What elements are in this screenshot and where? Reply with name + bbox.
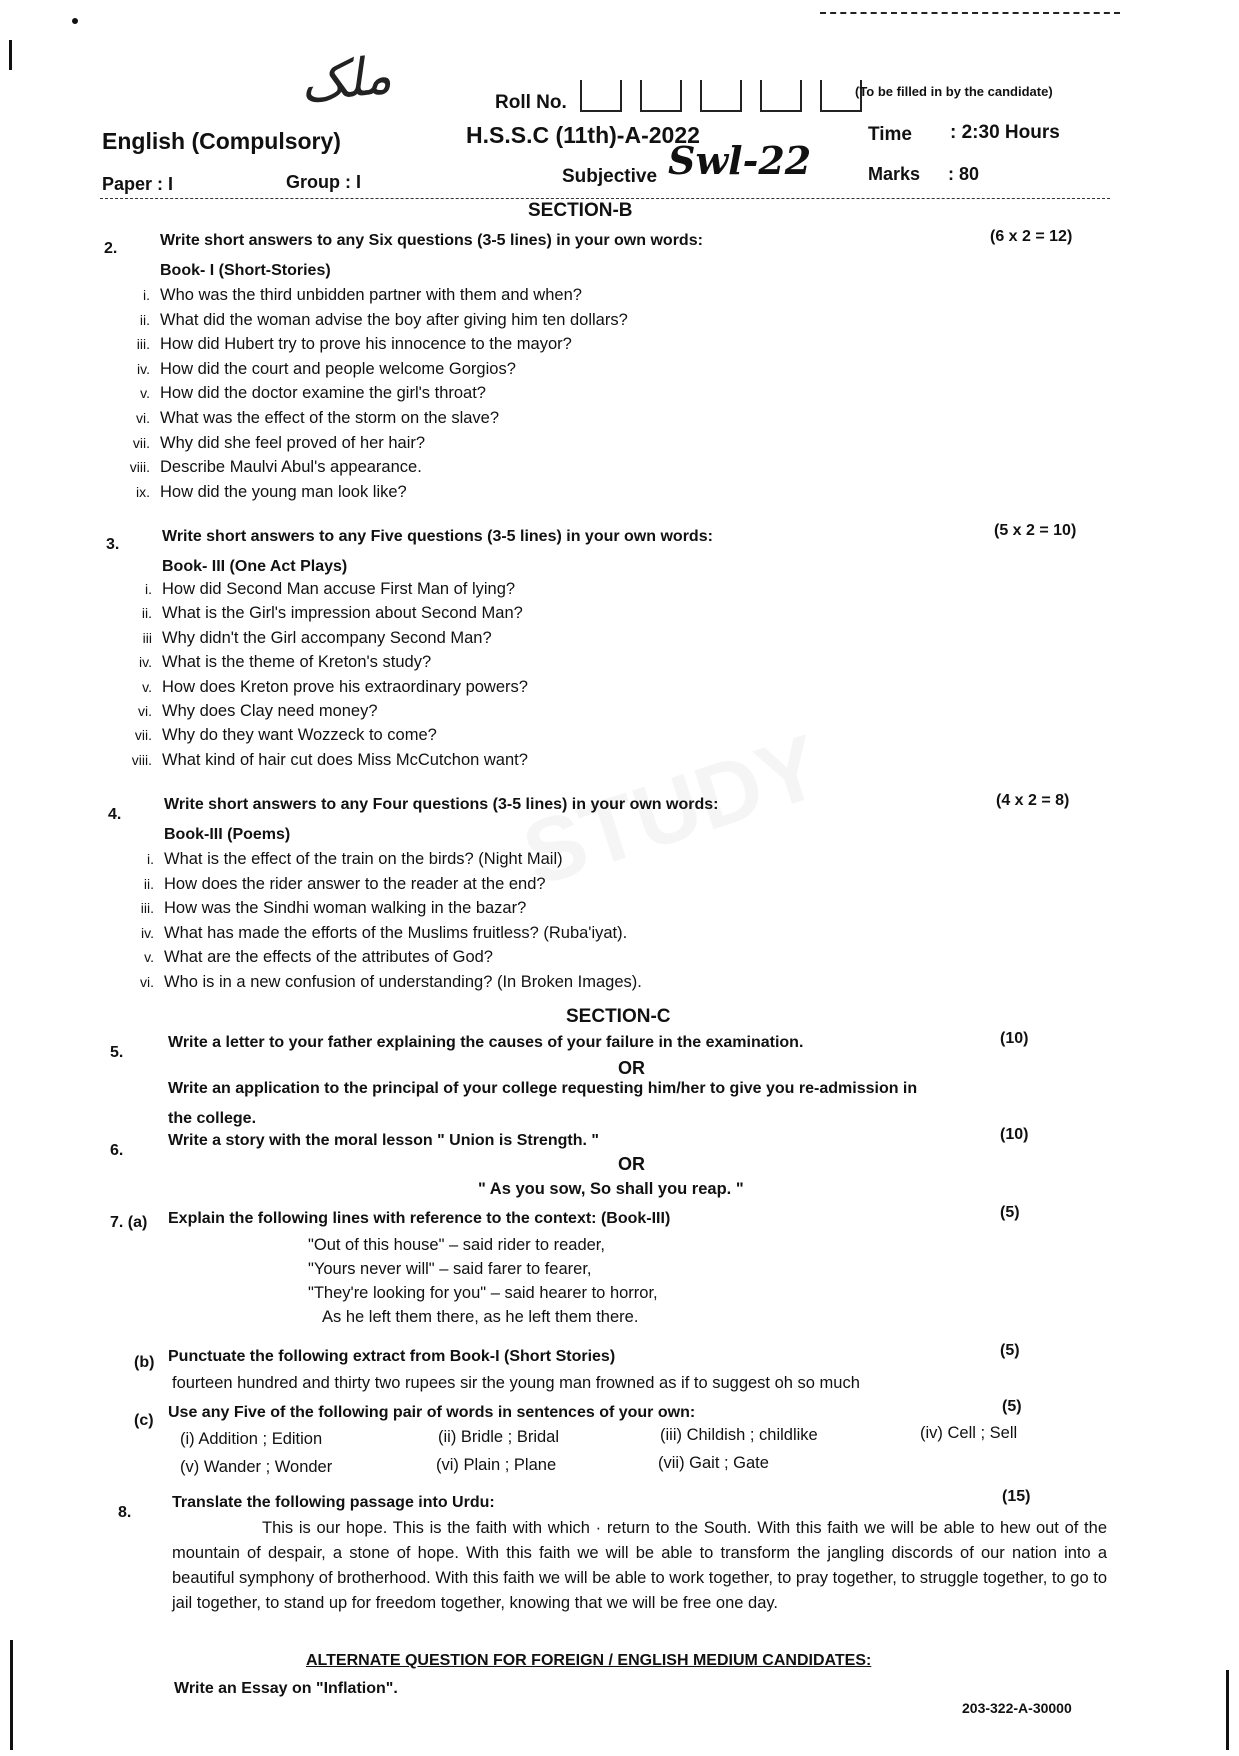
sub-question-text: Use any Five of the following pair of words in sentences of your own: — [168, 1404, 696, 1421]
item-text: Why did she feel proved of her hair? — [160, 433, 426, 452]
section-b-title: SECTION-B — [528, 200, 633, 221]
question-item — [108, 458, 422, 477]
word-pair: (v) Wander ; Wonder — [180, 1458, 333, 1476]
essay-question: Write an Essay on "Inflation". — [174, 1680, 398, 1697]
item-text: How did the doctor examine the girl's throat? — [160, 384, 486, 403]
question-item — [112, 948, 493, 967]
question-item — [110, 653, 431, 672]
paper-code: 203-322-A-30000 — [962, 1700, 1072, 1716]
word-pair: (iv) Cell ; Sell — [920, 1424, 1018, 1442]
item-numeral: iv. — [141, 924, 154, 941]
book-heading: Book- I (Short-Stories) — [160, 262, 331, 279]
time-label: Time — [868, 124, 913, 145]
question-marks: (15) — [1002, 1488, 1031, 1505]
translation-passage: This is our hope. This is the faith with which · return to the South. With this faith we will be able to hew out of the mountain of despair, a stone of hope. With this faith we will be able to transform the jangling discords of our nation into a beautiful symphony of brotherhood. With this faith we will be able to work together, to pray together, to struggle together, to go to jail together, to stand up for freedom together, knowing that we will be free one day. — [172, 1519, 1107, 1612]
book-heading: Book- III (One Act Plays) — [162, 558, 348, 575]
item-text: How did Second Man accuse First Man of lying? — [162, 580, 516, 598]
item-text: What was the effect of the storm on the slave? — [160, 409, 500, 427]
question-marks: (5 x 2 = 10) — [994, 522, 1077, 539]
question-item — [108, 311, 628, 330]
book-heading: Book-III (Poems) — [164, 826, 291, 843]
item-numeral: ii. — [143, 875, 154, 892]
corner-dot — [72, 18, 78, 24]
roll-no-note: (To be filled in by the candidate) — [855, 84, 1053, 99]
subject-title: English (Compulsory) — [102, 128, 341, 154]
question-marks: (4 x 2 = 8) — [996, 792, 1070, 809]
question-text: Write a story with the moral lesson " Union is Strength. " — [168, 1132, 599, 1149]
question-item — [110, 604, 523, 623]
item-numeral: iii. — [140, 900, 154, 917]
item-numeral: i. — [143, 287, 150, 303]
roll-no-box[interactable] — [580, 80, 622, 112]
question-item — [110, 751, 528, 770]
word-pair: (i) Addition ; Edition — [180, 1430, 323, 1448]
item-text: What is the Girl's impression about Second Man? — [162, 604, 523, 623]
subjective-label: Subjective — [562, 166, 658, 187]
question-text: Write short answers to any Six questions (3-5 lines) in your own words: — [160, 232, 703, 249]
question-number: 4. — [108, 806, 122, 823]
question-number: 8. — [118, 1504, 132, 1521]
item-text: What kind of hair cut does Miss McCutchon want? — [162, 750, 528, 769]
question-number: 6. — [110, 1142, 124, 1159]
question-item — [110, 678, 528, 697]
poem-line: "Out of this house" – said rider to reader, — [308, 1236, 605, 1254]
roll-no-box[interactable] — [760, 80, 802, 112]
item-numeral: iii. — [136, 336, 150, 353]
item-text: What is the theme of Kreton's study? — [162, 653, 432, 672]
alternate-moral: " As you sow, So shall you reap. " — [478, 1180, 744, 1198]
roll-no-boxes — [580, 80, 862, 112]
question-item — [108, 483, 407, 502]
item-text: What is the effect of the train on the birds? (Night Mail) — [164, 850, 563, 868]
header-underline — [100, 198, 1110, 199]
question-text: Write a letter to your father explaining the causes of your failure in the examination. — [168, 1034, 804, 1051]
question-text: Write short answers to any Five questions (3-5 lines) in your own words: — [162, 528, 713, 545]
roll-no-label: Roll No. — [495, 92, 567, 113]
or-separator: OR — [618, 1058, 645, 1078]
item-text: Who was the third unbidden partner with them and when? — [160, 286, 582, 304]
item-text: How did the young man look like? — [160, 482, 407, 501]
item-text: Who is in a new confusion of understanding? (In Broken Images). — [164, 973, 642, 991]
item-numeral: vi. — [136, 410, 150, 426]
question-item — [110, 580, 515, 599]
question-marks: (10) — [1000, 1126, 1029, 1143]
item-numeral: iv. — [137, 360, 150, 377]
question-number: 7. (a) — [110, 1214, 148, 1231]
item-numeral: iv. — [139, 654, 152, 671]
question-item — [110, 629, 492, 648]
question-number: 3. — [106, 536, 120, 553]
roll-no-box[interactable] — [700, 80, 742, 112]
top-dash-line — [820, 12, 1120, 14]
alternate-question-text: the college. — [168, 1110, 257, 1127]
item-numeral: viii. — [131, 751, 152, 768]
left-edge-mark — [9, 40, 12, 70]
sub-question-marks: (5) — [1002, 1398, 1022, 1415]
sub-question-marks: (5) — [1000, 1342, 1020, 1359]
paper-label: Paper : I — [102, 174, 174, 194]
or-separator: OR — [618, 1154, 645, 1174]
item-text: Describe Maulvi Abul's appearance. — [160, 458, 422, 477]
question-item — [108, 409, 499, 428]
question-item — [108, 335, 572, 354]
item-numeral: v. — [140, 385, 150, 402]
question-number: 2. — [104, 240, 118, 257]
item-text: How did the court and people welcome Gorgios? — [160, 359, 516, 378]
item-numeral: ix. — [136, 483, 150, 500]
left-edge-mark — [10, 1640, 13, 1750]
item-numeral: iii — [142, 629, 152, 646]
item-text: How does Kreton prove his extraordinary powers? — [162, 677, 528, 696]
item-text: How did Hubert try to prove his innocence to the mayor? — [160, 335, 572, 354]
word-pair: (iii) Childish ; childlike — [660, 1426, 818, 1444]
question-item — [108, 286, 582, 305]
exam-title: H.S.S.C (11th)-A-2022 — [466, 122, 700, 148]
item-numeral: i. — [147, 851, 154, 867]
roll-no-box[interactable] — [640, 80, 682, 112]
question-item — [112, 850, 563, 869]
right-edge-mark — [1226, 1670, 1229, 1750]
handwritten-signature: ملک — [297, 45, 395, 115]
question-item — [112, 875, 546, 894]
item-numeral: i. — [145, 581, 152, 597]
question-marks: (5) — [1000, 1204, 1020, 1221]
marks-label: Marks — [868, 164, 921, 184]
question-item — [110, 726, 437, 745]
question-marks: (10) — [1000, 1030, 1029, 1047]
question-number: 5. — [110, 1044, 124, 1061]
word-pair: (ii) Bridle ; Bridal — [438, 1428, 560, 1446]
item-numeral: ii. — [139, 311, 150, 328]
poem-line: As he left them there, as he left them there. — [322, 1308, 639, 1326]
poem-line: "Yours never will" – said farer to fearer, — [308, 1260, 592, 1278]
sub-question-label: (c) — [134, 1412, 154, 1429]
item-numeral: vi. — [140, 974, 154, 990]
handwritten-code: Swl-22 — [668, 138, 812, 183]
question-text: Translate the following passage into Urdu: — [172, 1494, 495, 1511]
item-numeral: ii. — [141, 605, 152, 622]
question-item — [112, 924, 627, 943]
item-text: Why didn't the Girl accompany Second Man? — [162, 628, 492, 647]
group-label: Group : I — [286, 172, 361, 192]
alternate-question-heading: ALTERNATE QUESTION FOR FOREIGN / ENGLISH MEDIUM CANDIDATES: — [306, 1652, 872, 1669]
item-text: What are the effects of the attributes of God? — [164, 948, 493, 967]
question-item — [112, 899, 526, 918]
item-text: Why does Clay need money? — [162, 702, 378, 720]
sub-question-label: (b) — [134, 1354, 155, 1371]
question-item — [108, 384, 486, 403]
item-numeral: v. — [144, 949, 154, 966]
question-text: Write short answers to any Four questions (3-5 lines) in your own words: — [164, 796, 719, 813]
item-text: What did the woman advise the boy after giving him ten dollars? — [160, 310, 628, 329]
word-pair: (vii) Gait ; Gate — [658, 1454, 769, 1472]
alternate-question-text: Write an application to the principal of your college requesting him/her to give you re-admission in — [168, 1080, 918, 1097]
question-item — [110, 702, 378, 721]
item-text: What has made the efforts of the Muslims fruitless? (Ruba'iyat). — [164, 923, 628, 942]
marks-value: : 80 — [948, 164, 980, 184]
question-marks: (6 x 2 = 12) — [990, 228, 1073, 245]
question-item — [112, 973, 642, 992]
item-text: Why do they want Wozzeck to come? — [162, 726, 437, 745]
sub-question-text: Punctuate the following extract from Book-I (Short Stories) — [168, 1348, 616, 1365]
item-text: How does the rider answer to the reader at the end? — [164, 874, 546, 893]
poem-line: "They're looking for you" – said hearer to horror, — [308, 1284, 658, 1302]
item-numeral: vi. — [138, 703, 152, 719]
time-value: : 2:30 Hours — [950, 122, 1060, 143]
question-item — [108, 360, 516, 379]
question-item — [108, 434, 425, 453]
word-pair: (vi) Plain ; Plane — [436, 1456, 557, 1474]
section-c-title: SECTION-C — [566, 1006, 671, 1027]
item-numeral: v. — [142, 678, 152, 695]
item-numeral: vii. — [132, 434, 150, 451]
item-text: How was the Sindhi woman walking in the bazar? — [164, 899, 527, 918]
item-numeral: viii. — [129, 459, 150, 476]
question-text: Explain the following lines with reference to the context: (Book-III) — [168, 1210, 671, 1227]
punctuation-extract: fourteen hundred and thirty two rupees sir the young man frowned as if to suggest oh so much — [172, 1374, 860, 1392]
item-numeral: vii. — [134, 727, 152, 744]
